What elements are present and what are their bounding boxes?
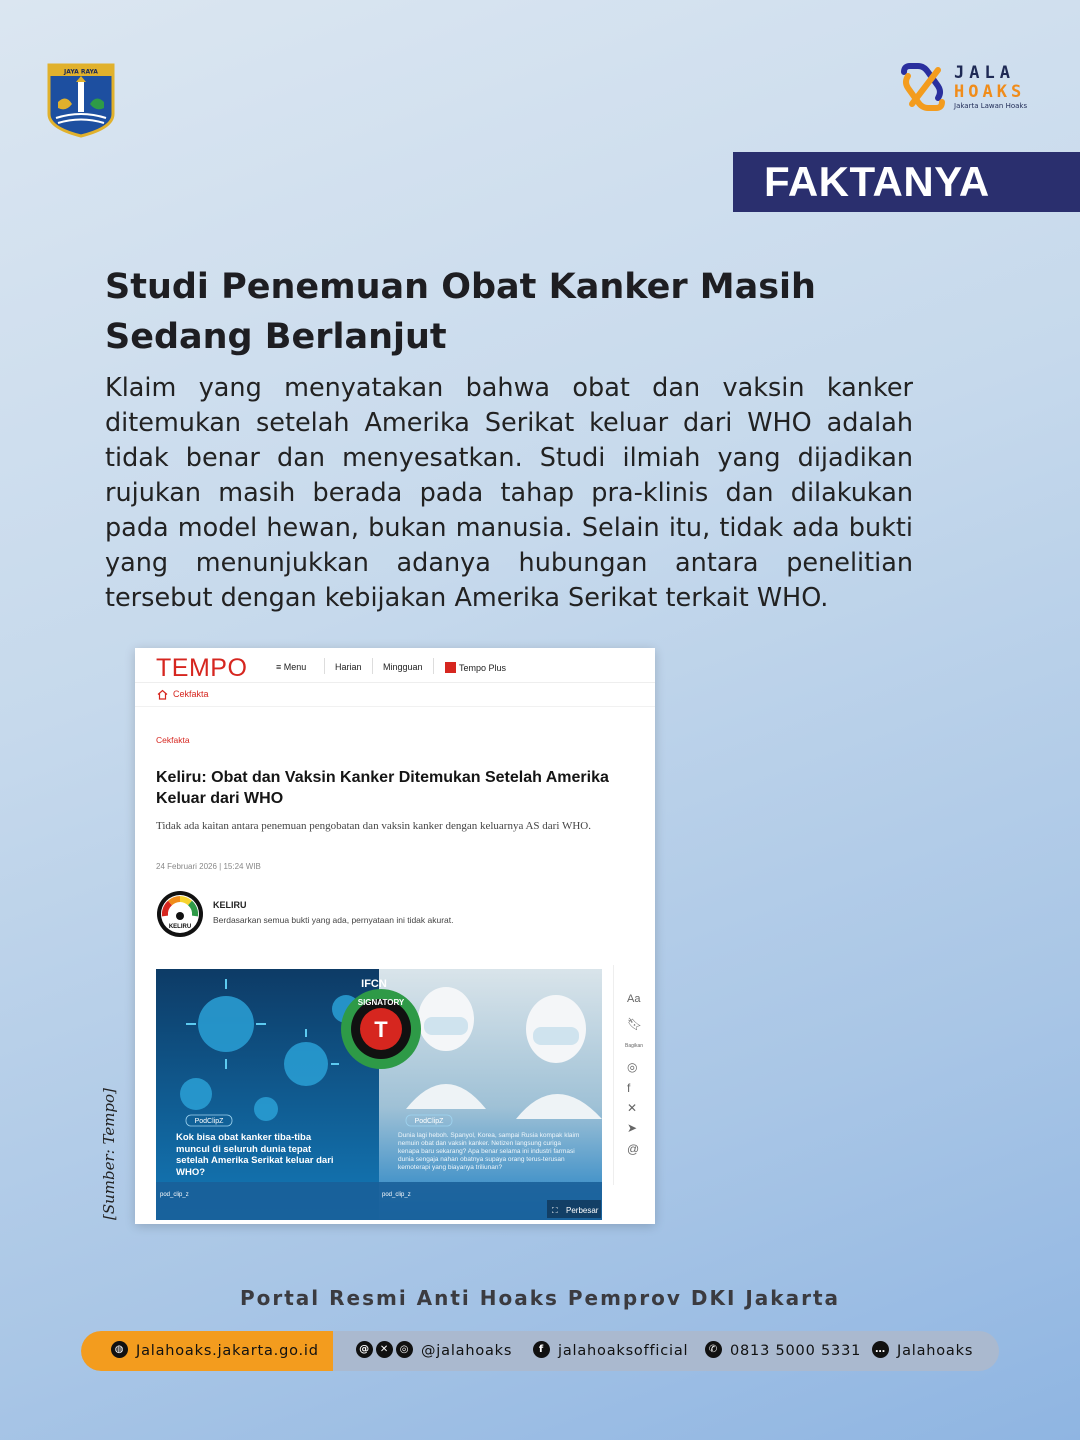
whatsapp-link[interactable]	[705, 1331, 861, 1371]
tempo-screenshot	[135, 648, 655, 1224]
image-seal-letter: T	[374, 1017, 388, 1042]
chat-link[interactable]	[872, 1331, 973, 1371]
tempo-plus-label: Tempo Plus	[459, 663, 507, 673]
facebook-icon: f	[533, 1341, 550, 1358]
brand-tagline: Jakarta Lawan Hoaks	[954, 102, 1028, 110]
facebook-link[interactable]	[533, 1331, 688, 1371]
share-sidebar	[613, 965, 654, 1185]
globe-icon: ◍	[111, 1341, 128, 1358]
article-image	[156, 969, 602, 1220]
footer-contact-bar	[81, 1331, 999, 1371]
verdict-badge: KELIRU	[168, 924, 192, 930]
image-caption-right: Dunia lagi heboh. Spanyol, Korea, sampai Rusia kompak klaim nemuin obat dan vaksin kanker. Netizen langsung curiga kenapa baru sekarang? Apa benar selama ini industri farmasi dunia sengaja nahan obatnya supaya orang terus-terusan kemoterapi yang biayanya triliunan?	[398, 1132, 580, 1171]
threads-share-icon[interactable]: @	[627, 1142, 640, 1156]
image-handle-right: pod_clip_z	[382, 1192, 411, 1198]
category-label: Cekfakta	[156, 735, 190, 745]
chat-icon: …	[872, 1341, 889, 1358]
home-icon	[157, 689, 168, 700]
telegram-share-icon[interactable]: ➤	[627, 1121, 638, 1135]
image-handle-left: pod_clip_z	[160, 1192, 189, 1198]
emblem-text: JAYA RAYA	[64, 68, 98, 76]
image-expand-label: Perbesar	[566, 1206, 599, 1215]
menu-nav-item: ≡ Menu	[276, 662, 307, 672]
facebook-text: jalahoaksofficial	[558, 1343, 689, 1359]
instagram-icon: ◎	[396, 1341, 413, 1358]
source-credit: [Sumber: Tempo]	[100, 1088, 118, 1220]
article-date: 24 Februari 2026 | 15:24 WIB	[156, 862, 261, 871]
tempo-article-title: Keliru: Obat dan Vaksin Kanker Ditemukan Setelah Amerika Keluar dari WHO	[156, 769, 609, 807]
verdict-description: Berdasarkan semua bukti yang ada, pernyataan ini tidak akurat.	[213, 915, 454, 925]
tempo-plus-icon	[445, 662, 456, 673]
faktanya-label: FAKTANYA	[733, 152, 1080, 212]
mingguan-nav-item: Mingguan	[383, 662, 423, 672]
whatsapp-text: 0813 5000 5331	[730, 1343, 862, 1359]
podclip-left: PodClipZ	[194, 1118, 224, 1125]
whatsapp-share-icon[interactable]: ◎	[627, 1060, 638, 1074]
facebook-share-icon[interactable]: f	[627, 1081, 631, 1095]
tempo-plus-nav-item	[445, 662, 506, 673]
expand-icon: ⛶	[552, 1206, 558, 1215]
portal-tagline: Portal Resmi Anti Hoaks Pemprov DKI Jakarta	[239, 1286, 841, 1310]
x-icon: ✕	[376, 1341, 393, 1358]
jalahoaks-logo	[898, 62, 1038, 112]
social-handle[interactable]	[356, 1331, 512, 1371]
image-caption-left: Kok bisa obat kanker tiba-tiba muncul di seluruh dunia tepat setelah Amerika Serikat keluar dari WHO?	[176, 1132, 334, 1178]
podclip-right: PodClipZ	[414, 1118, 444, 1125]
brand-line2: HOAKS	[954, 82, 1026, 102]
keliru-gauge-icon	[156, 890, 204, 938]
image-seal-ring: SIGNATORY	[357, 998, 405, 1007]
bookmark-icon[interactable]: 🔖︎	[627, 1017, 643, 1031]
jakarta-emblem-logo	[46, 62, 116, 138]
harian-nav-item: Harian	[335, 662, 362, 672]
font-size-button[interactable]: Aa	[627, 993, 641, 1005]
article-body: Klaim yang menyatakan bahwa obat dan vaksin kanker ditemukan setelah Amerika Serikat keluar dari WHO adalah tidak benar dan menyesatkan. Studi ilmiah yang dijadikan rujukan masih berada pada tahap pra-klinis dan dilakukan pada model hewan, bukan manusia. Selain itu, tidak ada bukti yang menunjukkan adanya hubungan antara penelitian tersebut dengan kebijakan Amerika Serikat terkait WHO.	[105, 373, 913, 613]
website-link[interactable]	[111, 1331, 319, 1371]
share-label: Bagikan	[625, 1043, 644, 1049]
chat-text: Jalahoaks	[897, 1343, 974, 1359]
breadcrumb: Cekfakta	[173, 689, 209, 699]
image-seal-top: IFCN	[361, 978, 387, 990]
social-handle-text: @jalahoaks	[421, 1343, 513, 1359]
verdict-title: KELIRU	[213, 900, 247, 910]
jalahoaks-mark-icon	[898, 62, 948, 112]
brand-line1: JALA	[954, 63, 1015, 83]
x-share-icon[interactable]: ✕	[627, 1101, 638, 1115]
tempo-article-description: Tidak ada kaitan antara penemuan pengobatan dan vaksin kanker dengan keluarnya AS dari WHO.	[156, 820, 591, 832]
article-headline: Studi Penemuan Obat Kanker Masih Sedang Berlanjut	[105, 267, 816, 357]
threads-icon: @	[356, 1341, 373, 1358]
whatsapp-icon: ✆	[705, 1341, 722, 1358]
tempo-logo: TEMPO	[156, 654, 248, 682]
menu-label: Menu	[283, 662, 307, 672]
website-text: Jalahoaks.jakarta.go.id	[136, 1343, 319, 1359]
